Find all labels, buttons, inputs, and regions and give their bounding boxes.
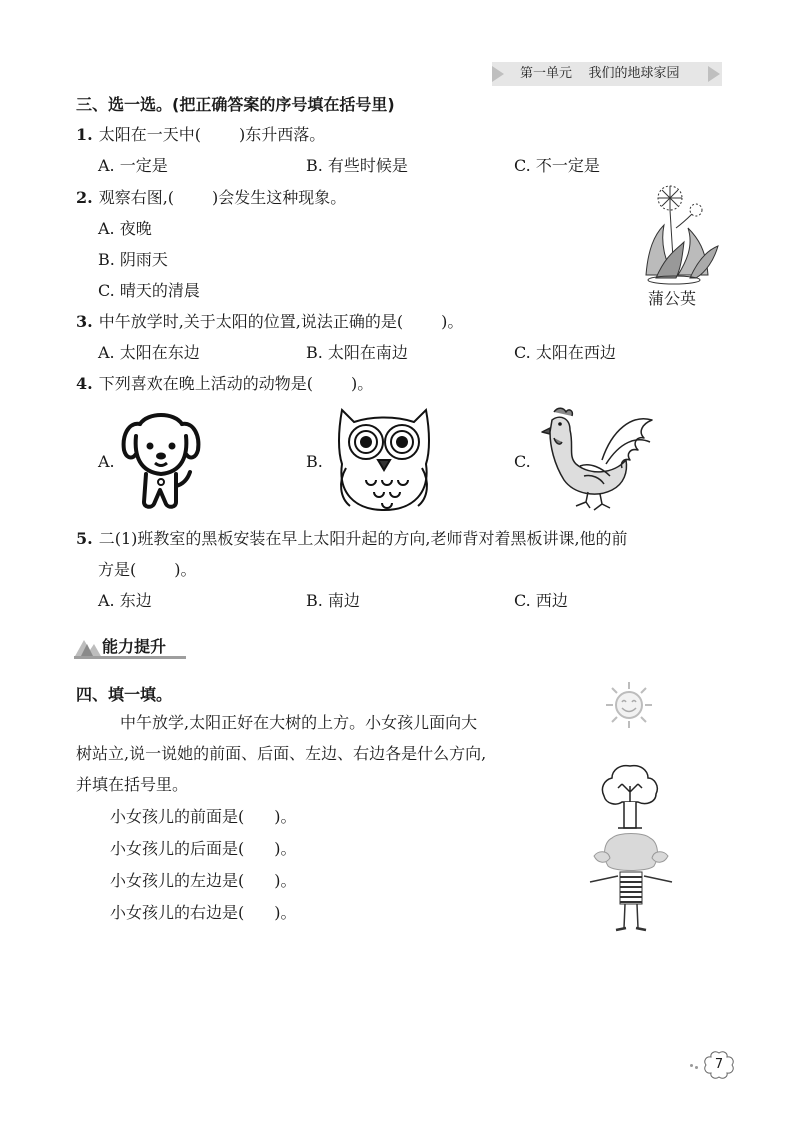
q1-option-a[interactable]: A. 一定是 xyxy=(98,156,168,175)
q4-pre: 下列喜欢在晚上活动的动物是( xyxy=(98,374,313,393)
q2-num: 2. xyxy=(76,188,93,207)
fill-line-back xyxy=(110,838,297,860)
q3-post: )。 xyxy=(441,312,464,331)
q1-stem xyxy=(76,124,325,146)
page-dot xyxy=(695,1066,698,1069)
q3-stem xyxy=(76,311,463,333)
q5-line2-post: )。 xyxy=(174,560,197,579)
header-triangle-right xyxy=(708,66,720,82)
q4-stem xyxy=(76,373,373,395)
q1-option-b[interactable]: B. 有些时候是 xyxy=(306,156,408,175)
q3-option-a[interactable]: A. 太阳在东边 xyxy=(98,343,200,362)
q1-post: )东升西落。 xyxy=(238,125,326,144)
q5-line1: 二(1)班教室的黑板安装在早上太阳升起的方向,老师背对着黑板讲课,他的前 xyxy=(98,529,628,548)
q3-option-c[interactable]: C. 太阳在西边 xyxy=(514,343,616,362)
q5-stem-line2 xyxy=(98,559,197,581)
q2-option-c[interactable]: C. 晴天的清晨 xyxy=(98,281,200,300)
q4-option-a[interactable]: A. xyxy=(98,452,115,471)
dandelion-icon xyxy=(636,180,726,290)
q1-pre: 太阳在一天中( xyxy=(98,125,201,144)
q5-stem-line1 xyxy=(76,528,628,550)
q4-num: 4. xyxy=(76,374,93,393)
smiling-sun-icon xyxy=(604,680,654,730)
fill-right-pre: 小女孩儿的右边是( xyxy=(110,903,245,922)
section4-title: 四、填一填。 xyxy=(76,685,173,704)
page-dot xyxy=(690,1064,693,1067)
fill-left-post: )。 xyxy=(274,871,297,890)
q3-pre: 中午放学时,关于太阳的位置,说法正确的是( xyxy=(98,312,404,331)
q1-option-c[interactable]: C. 不一定是 xyxy=(514,156,600,175)
q4-option-c[interactable]: C. xyxy=(514,452,531,471)
banner-title: 能力提升 xyxy=(102,637,167,656)
q2-pre: 观察右图,( xyxy=(98,188,175,207)
q2-option-b[interactable]: B. 阴雨天 xyxy=(98,250,168,269)
q2-stem xyxy=(76,187,346,209)
section3-title: 三、选一选。(把正确答案的序号填在括号里) xyxy=(76,95,395,114)
q3-num: 3. xyxy=(76,312,93,331)
section4-para1: 中午放学,太阳正好在大树的上方。小女孩儿面向大 xyxy=(120,713,478,732)
page-number: 7 xyxy=(714,1057,724,1072)
q2-post: )会发生这种现象。 xyxy=(212,188,347,207)
mountain-icon xyxy=(74,636,102,658)
section4-para2: 树站立,说一说她的前面、后面、左边、右边各是什么方向, xyxy=(76,744,487,763)
fill-line-right xyxy=(110,902,297,924)
header-unit: 第一单元 xyxy=(520,66,573,81)
fill-line-left xyxy=(110,870,297,892)
q1-num: 1. xyxy=(76,125,93,144)
fill-back-post: )。 xyxy=(274,839,297,858)
fill-front-post: )。 xyxy=(274,807,297,826)
section4-para3: 并填在括号里。 xyxy=(76,775,189,794)
q3-option-b[interactable]: B. 太阳在南边 xyxy=(306,343,408,362)
q5-num: 5. xyxy=(76,529,93,548)
fill-back-pre: 小女孩儿的后面是( xyxy=(110,839,245,858)
q5-option-c[interactable]: C. 西边 xyxy=(514,591,568,610)
girl-icon xyxy=(588,832,674,934)
q5-line2-pre: 方是( xyxy=(98,560,137,579)
fill-right-post: )。 xyxy=(274,903,297,922)
dandelion-caption: 蒲公英 xyxy=(648,289,697,308)
fill-left-pre: 小女孩儿的左边是( xyxy=(110,871,245,890)
fill-line-front xyxy=(110,806,297,828)
header-title: 我们的地球家园 xyxy=(588,66,680,81)
q4-option-b[interactable]: B. xyxy=(306,452,323,471)
q2-option-a[interactable]: A. 夜晚 xyxy=(98,219,152,238)
banner-underline xyxy=(74,656,186,659)
q4-post: )。 xyxy=(350,374,374,393)
fill-front-pre: 小女孩儿的前面是( xyxy=(110,807,245,826)
owl-icon xyxy=(332,402,436,514)
header-triangle-left xyxy=(492,66,504,82)
header-text xyxy=(520,64,680,84)
rooster-icon xyxy=(540,402,660,514)
dog-icon xyxy=(118,406,204,514)
q5-option-a[interactable]: A. 东边 xyxy=(98,591,152,610)
q5-option-b[interactable]: B. 南边 xyxy=(306,591,360,610)
tree-icon xyxy=(598,762,662,832)
